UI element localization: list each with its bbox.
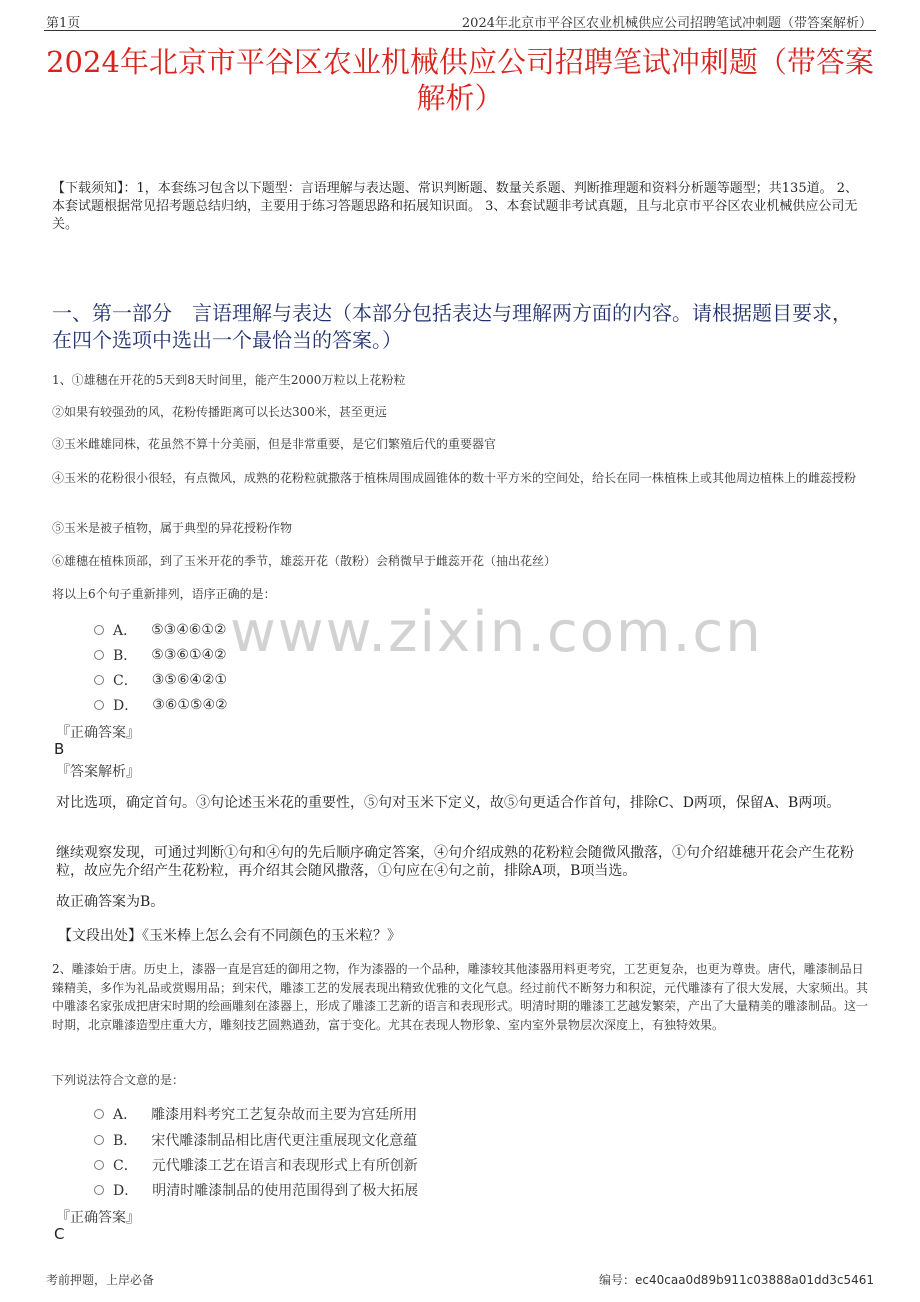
radio-icon[interactable] — [94, 1135, 104, 1145]
q1-source: 【文段出处】《玉米棒上怎么会有不同颜色的玉米粒？》 — [58, 928, 401, 944]
footer-document-id: 编号：ec40caa0d89b911c03888a01dd3c5461 — [599, 1273, 874, 1287]
q1-option-d[interactable]: D． ③⑥①⑤④② — [94, 695, 228, 715]
radio-icon[interactable] — [94, 700, 104, 710]
running-header-title: 2024年北京市平谷区农业机械供应公司招聘笔试冲刺题（带答案解析） — [461, 16, 872, 31]
radio-icon[interactable] — [94, 1109, 104, 1119]
q1-analysis-2: 继续观察发现，可通过判断①句和④句的先后顺序确定答案，④句介绍成熟的花粉粒会随微风撒落，①句介绍雄穗开花会产生花粉粒，故应先介绍产生花粉粒，再介绍其会随风撒落，①句应在④句之前，排除A项，B项当选。 — [56, 845, 854, 879]
radio-icon[interactable] — [94, 625, 104, 635]
q1-option-a[interactable]: A． ⑤③④⑥①② — [94, 620, 226, 640]
q1-prompt: 将以上6个句子重新排列，语序正确的是： — [52, 587, 276, 601]
download-notice: 【下载须知】：1，本套练习包含以下题型：言语理解与表达题、常识判断题、数量关系题、判断推理题和资料分析题等题型；共135道。 2、本套试题根据常见招考题总结归纳，主要用于练习答题思路和拓展知识面。 3、本套试题非考试真题，且与北京市平谷区农业机械供应公司无关。 — [52, 181, 858, 232]
page-number: 第1页 — [46, 16, 81, 31]
q2-option-d[interactable]: D． 明清时雕漆制品的使用范围得到了极大拓展 — [94, 1180, 418, 1200]
q2-prompt: 下列说法符合文意的是： — [52, 1073, 185, 1087]
q1-sentence-4: ④玉米的花粉很小很轻，有点微风，成熟的花粉粒就撒落于植株周围成圆锥体的数十平方米的空间处，给长在同一株植株上或其他周边植株上的雌蕊授粉 — [52, 471, 857, 485]
q2-answer-label: 『正确答案』 — [56, 1210, 140, 1226]
q1-sentence-1: 1、①雄穗在开花的5天到8天时间里，能产生2000万粒以上花粉粒 — [52, 373, 406, 387]
q1-answer-label: 『正确答案』 — [56, 725, 140, 741]
q2-answer: C — [54, 1225, 65, 1243]
q1-option-c[interactable]: C． ③⑤⑥④②① — [94, 670, 227, 690]
q1-sentence-5: ⑤玉米是被子植物，属于典型的异花授粉作物 — [52, 521, 293, 535]
watermark: www.zixin.com.cn — [230, 600, 763, 665]
radio-icon[interactable] — [94, 650, 104, 660]
header-divider — [44, 30, 876, 31]
radio-icon[interactable] — [94, 1185, 104, 1195]
document-title: 2024年北京市平谷区农业机械供应公司招聘笔试冲刺题（带答案解析） — [46, 45, 874, 115]
q1-option-b[interactable]: B． ⑤③⑥①④② — [94, 645, 227, 665]
q1-analysis-conclusion: 故正确答案为B。 — [56, 894, 165, 910]
q2-passage: 2、雕漆始于唐。历史上，漆器一直是宫廷的御用之物，作为漆器的一个品种，雕漆较其他漆器用料更考究，工艺更复杂，也更为尊贵。唐代，雕漆制品日臻精美，多作为礼品或赏赐用品；到宋代，雕漆工艺的发展表现出精致优雅的文化气息。经过前代不断努力和积淀，元代雕漆有了很大发展，大家频出。其中雕漆名家张成把唐宋时期的绘画雕刻在漆器上，形成了雕漆工艺新的语言和表现形式。明清时期的雕漆工艺越发繁荣，产出了大量精美的雕漆制品。这一时期，北京雕漆造型庄重大方，雕刻技艺圆熟遒劲，富于变化。尤其在表现人物形象、室内室外景物层次深度上，有独特效果。 — [52, 962, 869, 1032]
section-heading: 一、第一部分 言语理解与表达（本部分包括表达与理解两方面的内容。请根据题目要求，在四个选项中选出一个最恰当的答案。） — [52, 301, 852, 352]
radio-icon[interactable] — [94, 675, 104, 685]
radio-icon[interactable] — [94, 1160, 104, 1170]
q1-answer: B — [54, 740, 65, 758]
q1-analysis-1: 对比选项，确定首句。③句论述玉米花的重要性，⑤句对玉米下定义，故⑤句更适合作首句，排除C、D两项，保留A、B两项。 — [56, 795, 841, 811]
q1-sentence-2: ②如果有较强劲的风，花粉传播距离可以长达300米，甚至更远 — [52, 405, 387, 419]
q1-sentence-6: ⑥雄穗在植株顶部，到了玉米开花的季节，雄蕊开花（散粉）会稍微早于雌蕊开花（抽出花丝） — [52, 554, 557, 568]
q1-analysis-label: 『答案解析』 — [56, 764, 140, 780]
footer-slogan: 考前押题，上岸必备 — [46, 1273, 155, 1287]
q2-option-c[interactable]: C． 元代雕漆工艺在语言和表现形式上有所创新 — [94, 1155, 418, 1175]
q2-option-a[interactable]: A． 雕漆用料考究工艺复杂故而主要为宫廷所用 — [94, 1104, 417, 1124]
q2-option-b[interactable]: B． 宋代雕漆制品相比唐代更注重展现文化意蕴 — [94, 1130, 417, 1150]
q1-sentence-3: ③玉米雌雄同株，花虽然不算十分美丽，但是非常重要，是它们繁殖后代的重要器官 — [52, 437, 497, 451]
